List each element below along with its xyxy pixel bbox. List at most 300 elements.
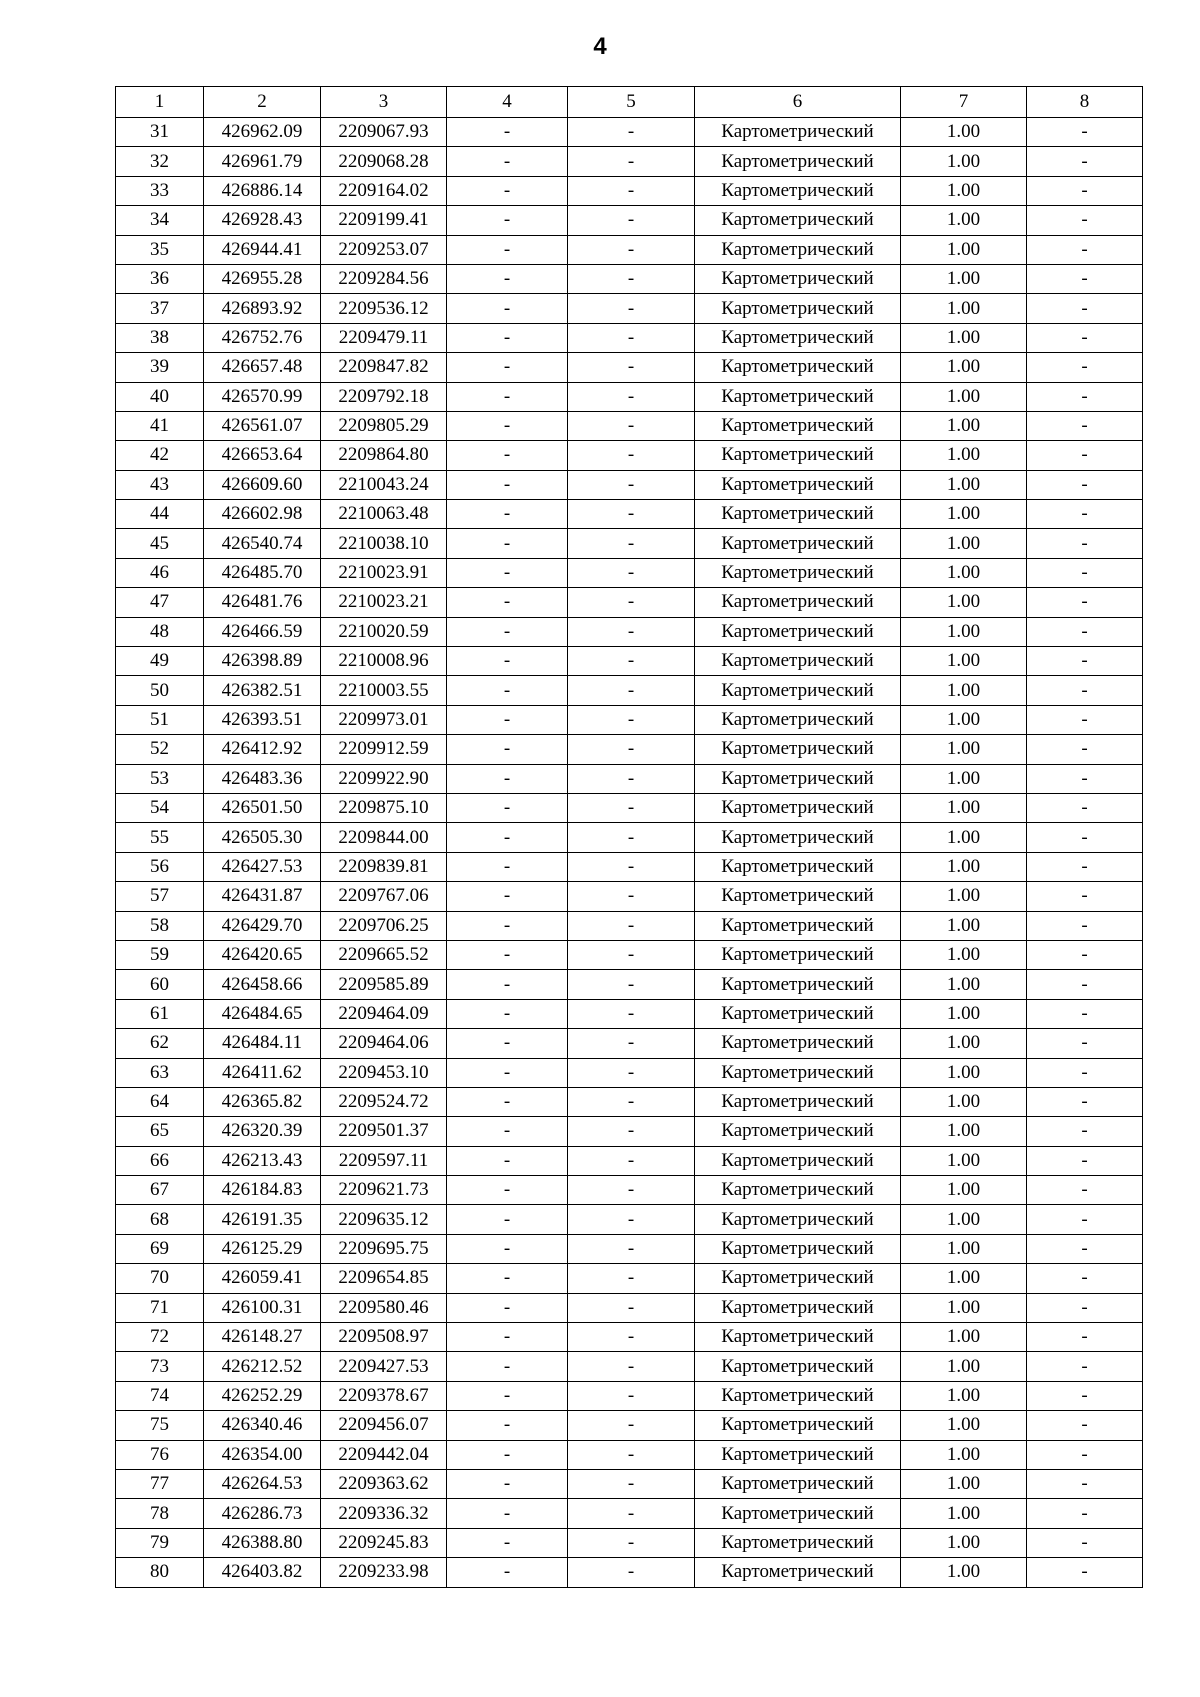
- cell-column-4: -: [447, 617, 568, 646]
- cell-point-number: 33: [116, 176, 204, 205]
- cell-y-coordinate: 2209912.59: [321, 735, 447, 764]
- cell-column-5: -: [568, 411, 695, 440]
- cell-x-coordinate: 426212.52: [204, 1352, 321, 1381]
- cell-y-coordinate: 2210043.24: [321, 470, 447, 499]
- cell-accuracy: 1.00: [901, 852, 1027, 881]
- cell-point-number: 60: [116, 970, 204, 999]
- cell-accuracy: 1.00: [901, 411, 1027, 440]
- cell-column-5: -: [568, 529, 695, 558]
- cell-column-4: -: [447, 1411, 568, 1440]
- cell-accuracy: 1.00: [901, 970, 1027, 999]
- cell-column-8: -: [1027, 793, 1143, 822]
- cell-column-8: -: [1027, 735, 1143, 764]
- cell-method: Картометрический: [695, 970, 901, 999]
- cell-y-coordinate: 2209580.46: [321, 1293, 447, 1322]
- cell-y-coordinate: 2209695.75: [321, 1234, 447, 1263]
- cell-point-number: 50: [116, 676, 204, 705]
- cell-column-4: -: [447, 970, 568, 999]
- cell-column-8: -: [1027, 940, 1143, 969]
- cell-method: Картометрический: [695, 1381, 901, 1410]
- cell-column-5: -: [568, 1381, 695, 1410]
- cell-column-4: -: [447, 529, 568, 558]
- cell-method: Картометрический: [695, 1029, 901, 1058]
- cell-accuracy: 1.00: [901, 470, 1027, 499]
- cell-accuracy: 1.00: [901, 1176, 1027, 1205]
- cell-column-4: -: [447, 1058, 568, 1087]
- cell-method: Картометрический: [695, 1528, 901, 1557]
- cell-column-5: -: [568, 1176, 695, 1205]
- cell-method: Картометрический: [695, 500, 901, 529]
- cell-column-8: -: [1027, 823, 1143, 852]
- cell-column-5: -: [568, 1411, 695, 1440]
- cell-column-5: -: [568, 882, 695, 911]
- cell-column-5: -: [568, 1117, 695, 1146]
- cell-y-coordinate: 2209067.93: [321, 118, 447, 147]
- cell-column-4: -: [447, 382, 568, 411]
- table-row: [116, 1205, 1143, 1234]
- cell-point-number: 58: [116, 911, 204, 940]
- table-row: [116, 1176, 1143, 1205]
- cell-point-number: 54: [116, 793, 204, 822]
- table-header: [116, 87, 1143, 118]
- cell-column-4: -: [447, 793, 568, 822]
- cell-method: Картометрический: [695, 999, 901, 1028]
- cell-x-coordinate: 426961.79: [204, 147, 321, 176]
- cell-column-4: -: [447, 1264, 568, 1293]
- cell-method: Картометрический: [695, 1146, 901, 1175]
- cell-column-4: -: [447, 647, 568, 676]
- cell-column-8: -: [1027, 382, 1143, 411]
- cell-column-5: -: [568, 176, 695, 205]
- cell-x-coordinate: 426191.35: [204, 1205, 321, 1234]
- cell-column-4: -: [447, 735, 568, 764]
- cell-y-coordinate: 2209635.12: [321, 1205, 447, 1234]
- cell-column-4: -: [447, 1528, 568, 1557]
- cell-point-number: 71: [116, 1293, 204, 1322]
- cell-column-8: -: [1027, 147, 1143, 176]
- cell-column-4: -: [447, 1381, 568, 1410]
- table-row: [116, 470, 1143, 499]
- cell-method: Картометрический: [695, 617, 901, 646]
- cell-point-number: 56: [116, 852, 204, 881]
- cell-accuracy: 1.00: [901, 793, 1027, 822]
- cell-x-coordinate: 426540.74: [204, 529, 321, 558]
- table-row: [116, 999, 1143, 1028]
- cell-column-5: -: [568, 382, 695, 411]
- cell-column-5: -: [568, 1528, 695, 1557]
- cell-x-coordinate: 426505.30: [204, 823, 321, 852]
- table-row: [116, 1381, 1143, 1410]
- cell-x-coordinate: 426886.14: [204, 176, 321, 205]
- cell-point-number: 78: [116, 1499, 204, 1528]
- cell-method: Картометрический: [695, 1058, 901, 1087]
- cell-y-coordinate: 2209973.01: [321, 705, 447, 734]
- cell-column-8: -: [1027, 1146, 1143, 1175]
- cell-column-8: -: [1027, 764, 1143, 793]
- cell-column-8: -: [1027, 1528, 1143, 1557]
- cell-x-coordinate: 426184.83: [204, 1176, 321, 1205]
- cell-column-8: -: [1027, 118, 1143, 147]
- table-row: [116, 852, 1143, 881]
- cell-y-coordinate: 2209378.67: [321, 1381, 447, 1410]
- cell-x-coordinate: 426561.07: [204, 411, 321, 440]
- cell-point-number: 80: [116, 1558, 204, 1587]
- cell-point-number: 64: [116, 1087, 204, 1116]
- cell-point-number: 45: [116, 529, 204, 558]
- cell-y-coordinate: 2209479.11: [321, 323, 447, 352]
- cell-x-coordinate: 426429.70: [204, 911, 321, 940]
- cell-column-8: -: [1027, 1087, 1143, 1116]
- cell-column-4: -: [447, 1146, 568, 1175]
- cell-method: Картометрический: [695, 1205, 901, 1234]
- cell-column-8: -: [1027, 647, 1143, 676]
- cell-point-number: 72: [116, 1323, 204, 1352]
- cell-accuracy: 1.00: [901, 617, 1027, 646]
- cell-point-number: 52: [116, 735, 204, 764]
- table-row: [116, 558, 1143, 587]
- cell-accuracy: 1.00: [901, 1558, 1027, 1587]
- cell-x-coordinate: 426483.36: [204, 764, 321, 793]
- cell-column-8: -: [1027, 1499, 1143, 1528]
- cell-y-coordinate: 2209427.53: [321, 1352, 447, 1381]
- cell-column-4: -: [447, 441, 568, 470]
- cell-y-coordinate: 2209621.73: [321, 1176, 447, 1205]
- cell-y-coordinate: 2209456.07: [321, 1411, 447, 1440]
- cell-point-number: 42: [116, 441, 204, 470]
- cell-point-number: 61: [116, 999, 204, 1028]
- cell-column-8: -: [1027, 1440, 1143, 1469]
- cell-column-5: -: [568, 1323, 695, 1352]
- column-header-8: 8: [1027, 87, 1143, 118]
- cell-y-coordinate: 2209453.10: [321, 1058, 447, 1087]
- cell-point-number: 62: [116, 1029, 204, 1058]
- table-row: [116, 970, 1143, 999]
- cell-column-4: -: [447, 353, 568, 382]
- cell-x-coordinate: 426466.59: [204, 617, 321, 646]
- cell-point-number: 51: [116, 705, 204, 734]
- cell-accuracy: 1.00: [901, 1058, 1027, 1087]
- cell-column-5: -: [568, 118, 695, 147]
- cell-method: Картометрический: [695, 147, 901, 176]
- cell-column-8: -: [1027, 1352, 1143, 1381]
- cell-method: Картометрический: [695, 588, 901, 617]
- cell-y-coordinate: 2209233.98: [321, 1558, 447, 1587]
- cell-point-number: 44: [116, 500, 204, 529]
- cell-accuracy: 1.00: [901, 1411, 1027, 1440]
- cell-y-coordinate: 2209164.02: [321, 176, 447, 205]
- cell-column-4: -: [447, 1499, 568, 1528]
- cell-column-4: -: [447, 470, 568, 499]
- cell-column-5: -: [568, 1146, 695, 1175]
- cell-x-coordinate: 426100.31: [204, 1293, 321, 1322]
- cell-y-coordinate: 2209442.04: [321, 1440, 447, 1469]
- cell-method: Картометрический: [695, 1469, 901, 1498]
- cell-column-8: -: [1027, 470, 1143, 499]
- cell-x-coordinate: 426485.70: [204, 558, 321, 587]
- cell-x-coordinate: 426653.64: [204, 441, 321, 470]
- table-row: [116, 1293, 1143, 1322]
- cell-column-8: -: [1027, 911, 1143, 940]
- cell-accuracy: 1.00: [901, 1234, 1027, 1263]
- cell-point-number: 79: [116, 1528, 204, 1557]
- cell-y-coordinate: 2210063.48: [321, 500, 447, 529]
- cell-column-8: -: [1027, 1381, 1143, 1410]
- table-row: [116, 676, 1143, 705]
- cell-x-coordinate: 426570.99: [204, 382, 321, 411]
- cell-column-8: -: [1027, 411, 1143, 440]
- cell-accuracy: 1.00: [901, 1029, 1027, 1058]
- table-row: [116, 1029, 1143, 1058]
- cell-column-8: -: [1027, 500, 1143, 529]
- cell-point-number: 77: [116, 1469, 204, 1498]
- cell-x-coordinate: 426484.65: [204, 999, 321, 1028]
- cell-x-coordinate: 426609.60: [204, 470, 321, 499]
- cell-column-5: -: [568, 1087, 695, 1116]
- cell-column-4: -: [447, 1029, 568, 1058]
- cell-column-5: -: [568, 294, 695, 323]
- cell-column-5: -: [568, 793, 695, 822]
- cell-accuracy: 1.00: [901, 764, 1027, 793]
- table-body: [116, 118, 1143, 1588]
- cell-y-coordinate: 2210023.91: [321, 558, 447, 587]
- cell-method: Картометрический: [695, 323, 901, 352]
- cell-accuracy: 1.00: [901, 147, 1027, 176]
- cell-point-number: 59: [116, 940, 204, 969]
- cell-method: Картометрический: [695, 1293, 901, 1322]
- cell-point-number: 53: [116, 764, 204, 793]
- cell-y-coordinate: 2209199.41: [321, 206, 447, 235]
- cell-accuracy: 1.00: [901, 823, 1027, 852]
- cell-accuracy: 1.00: [901, 1205, 1027, 1234]
- cell-y-coordinate: 2210038.10: [321, 529, 447, 558]
- cell-column-5: -: [568, 1058, 695, 1087]
- cell-column-4: -: [447, 705, 568, 734]
- cell-y-coordinate: 2209363.62: [321, 1469, 447, 1498]
- cell-column-8: -: [1027, 970, 1143, 999]
- cell-accuracy: 1.00: [901, 705, 1027, 734]
- cell-column-8: -: [1027, 1205, 1143, 1234]
- cell-column-8: -: [1027, 617, 1143, 646]
- cell-column-5: -: [568, 1558, 695, 1587]
- table-row: [116, 617, 1143, 646]
- cell-method: Картометрический: [695, 382, 901, 411]
- cell-point-number: 46: [116, 558, 204, 587]
- cell-method: Картометрический: [695, 1117, 901, 1146]
- cell-column-8: -: [1027, 529, 1143, 558]
- cell-y-coordinate: 2209536.12: [321, 294, 447, 323]
- cell-accuracy: 1.00: [901, 940, 1027, 969]
- cell-column-5: -: [568, 735, 695, 764]
- cell-point-number: 37: [116, 294, 204, 323]
- cell-point-number: 68: [116, 1205, 204, 1234]
- cell-column-4: -: [447, 852, 568, 881]
- cell-column-5: -: [568, 1293, 695, 1322]
- cell-point-number: 49: [116, 647, 204, 676]
- column-header-1: 1: [116, 87, 204, 118]
- table-row: [116, 911, 1143, 940]
- cell-column-4: -: [447, 500, 568, 529]
- cell-column-5: -: [568, 558, 695, 587]
- cell-y-coordinate: 2209585.89: [321, 970, 447, 999]
- cell-column-4: -: [447, 911, 568, 940]
- column-header-2: 2: [204, 87, 321, 118]
- cell-accuracy: 1.00: [901, 1293, 1027, 1322]
- cell-y-coordinate: 2210008.96: [321, 647, 447, 676]
- cell-point-number: 34: [116, 206, 204, 235]
- cell-accuracy: 1.00: [901, 382, 1027, 411]
- cell-x-coordinate: 426059.41: [204, 1264, 321, 1293]
- cell-y-coordinate: 2210003.55: [321, 676, 447, 705]
- cell-method: Картометрический: [695, 676, 901, 705]
- cell-y-coordinate: 2209464.09: [321, 999, 447, 1028]
- cell-column-8: -: [1027, 999, 1143, 1028]
- cell-accuracy: 1.00: [901, 647, 1027, 676]
- cell-point-number: 76: [116, 1440, 204, 1469]
- column-header-5: 5: [568, 87, 695, 118]
- table-row: [116, 441, 1143, 470]
- cell-y-coordinate: 2210023.21: [321, 588, 447, 617]
- cell-x-coordinate: 426431.87: [204, 882, 321, 911]
- cell-accuracy: 1.00: [901, 999, 1027, 1028]
- cell-column-4: -: [447, 147, 568, 176]
- cell-accuracy: 1.00: [901, 118, 1027, 147]
- cell-x-coordinate: 426955.28: [204, 264, 321, 293]
- cell-column-8: -: [1027, 1176, 1143, 1205]
- cell-x-coordinate: 426354.00: [204, 1440, 321, 1469]
- cell-column-8: -: [1027, 1469, 1143, 1498]
- cell-method: Картометрический: [695, 735, 901, 764]
- cell-column-8: -: [1027, 176, 1143, 205]
- table-row: [116, 264, 1143, 293]
- cell-x-coordinate: 426264.53: [204, 1469, 321, 1498]
- cell-point-number: 35: [116, 235, 204, 264]
- cell-method: Картометрический: [695, 1499, 901, 1528]
- cell-point-number: 31: [116, 118, 204, 147]
- cell-accuracy: 1.00: [901, 176, 1027, 205]
- cell-column-8: -: [1027, 1117, 1143, 1146]
- cell-column-5: -: [568, 999, 695, 1028]
- cell-y-coordinate: 2209501.37: [321, 1117, 447, 1146]
- cell-column-4: -: [447, 1293, 568, 1322]
- cell-column-4: -: [447, 1117, 568, 1146]
- table-row: [116, 1499, 1143, 1528]
- cell-x-coordinate: 426393.51: [204, 705, 321, 734]
- column-header-3: 3: [321, 87, 447, 118]
- cell-column-8: -: [1027, 1558, 1143, 1587]
- cell-column-4: -: [447, 118, 568, 147]
- cell-method: Картометрический: [695, 353, 901, 382]
- table-row: [116, 1558, 1143, 1587]
- cell-column-8: -: [1027, 852, 1143, 881]
- cell-accuracy: 1.00: [901, 1469, 1027, 1498]
- cell-accuracy: 1.00: [901, 676, 1027, 705]
- cell-point-number: 70: [116, 1264, 204, 1293]
- cell-y-coordinate: 2209665.52: [321, 940, 447, 969]
- cell-x-coordinate: 426657.48: [204, 353, 321, 382]
- cell-column-4: -: [447, 882, 568, 911]
- cell-column-8: -: [1027, 1058, 1143, 1087]
- cell-x-coordinate: 426388.80: [204, 1528, 321, 1557]
- cell-column-4: -: [447, 294, 568, 323]
- cell-method: Картометрический: [695, 411, 901, 440]
- cell-method: Картометрический: [695, 1352, 901, 1381]
- cell-method: Картометрический: [695, 1087, 901, 1116]
- cell-method: Картометрический: [695, 882, 901, 911]
- cell-x-coordinate: 426148.27: [204, 1323, 321, 1352]
- cell-point-number: 73: [116, 1352, 204, 1381]
- cell-column-4: -: [447, 411, 568, 440]
- table-row: [116, 235, 1143, 264]
- table-row: [116, 294, 1143, 323]
- cell-point-number: 36: [116, 264, 204, 293]
- cell-method: Картометрический: [695, 823, 901, 852]
- cell-x-coordinate: 426484.11: [204, 1029, 321, 1058]
- cell-column-4: -: [447, 558, 568, 587]
- cell-column-5: -: [568, 676, 695, 705]
- cell-point-number: 65: [116, 1117, 204, 1146]
- cell-x-coordinate: 426420.65: [204, 940, 321, 969]
- table-row: [116, 147, 1143, 176]
- cell-method: Картометрический: [695, 1234, 901, 1263]
- cell-column-5: -: [568, 1205, 695, 1234]
- cell-method: Картометрический: [695, 647, 901, 676]
- cell-column-8: -: [1027, 1293, 1143, 1322]
- cell-column-5: -: [568, 235, 695, 264]
- cell-column-8: -: [1027, 1323, 1143, 1352]
- cell-accuracy: 1.00: [901, 588, 1027, 617]
- cell-accuracy: 1.00: [901, 500, 1027, 529]
- cell-accuracy: 1.00: [901, 441, 1027, 470]
- cell-column-4: -: [447, 1440, 568, 1469]
- table-row: [116, 764, 1143, 793]
- cell-point-number: 66: [116, 1146, 204, 1175]
- table-row: [116, 353, 1143, 382]
- cell-x-coordinate: 426320.39: [204, 1117, 321, 1146]
- cell-method: Картометрический: [695, 852, 901, 881]
- cell-point-number: 57: [116, 882, 204, 911]
- cell-accuracy: 1.00: [901, 294, 1027, 323]
- table-row: [116, 1352, 1143, 1381]
- cell-column-5: -: [568, 705, 695, 734]
- cell-column-4: -: [447, 1087, 568, 1116]
- cell-x-coordinate: 426458.66: [204, 970, 321, 999]
- cell-method: Картометрический: [695, 1411, 901, 1440]
- cell-y-coordinate: 2209245.83: [321, 1528, 447, 1557]
- table-row: [116, 206, 1143, 235]
- cell-point-number: 75: [116, 1411, 204, 1440]
- cell-accuracy: 1.00: [901, 1146, 1027, 1175]
- cell-x-coordinate: 426340.46: [204, 1411, 321, 1440]
- cell-x-coordinate: 426398.89: [204, 647, 321, 676]
- cell-x-coordinate: 426602.98: [204, 500, 321, 529]
- table-row: [116, 705, 1143, 734]
- cell-column-5: -: [568, 764, 695, 793]
- cell-y-coordinate: 2209839.81: [321, 852, 447, 881]
- cell-column-5: -: [568, 147, 695, 176]
- cell-y-coordinate: 2209336.32: [321, 1499, 447, 1528]
- cell-accuracy: 1.00: [901, 235, 1027, 264]
- table-row: [116, 1323, 1143, 1352]
- cell-method: Картометрический: [695, 1440, 901, 1469]
- cell-column-8: -: [1027, 264, 1143, 293]
- cell-y-coordinate: 2209597.11: [321, 1146, 447, 1175]
- table-row: [116, 1440, 1143, 1469]
- cell-accuracy: 1.00: [901, 1117, 1027, 1146]
- cell-column-5: -: [568, 588, 695, 617]
- cell-y-coordinate: 2209253.07: [321, 235, 447, 264]
- cell-x-coordinate: 426252.29: [204, 1381, 321, 1410]
- header-row: [116, 87, 1143, 118]
